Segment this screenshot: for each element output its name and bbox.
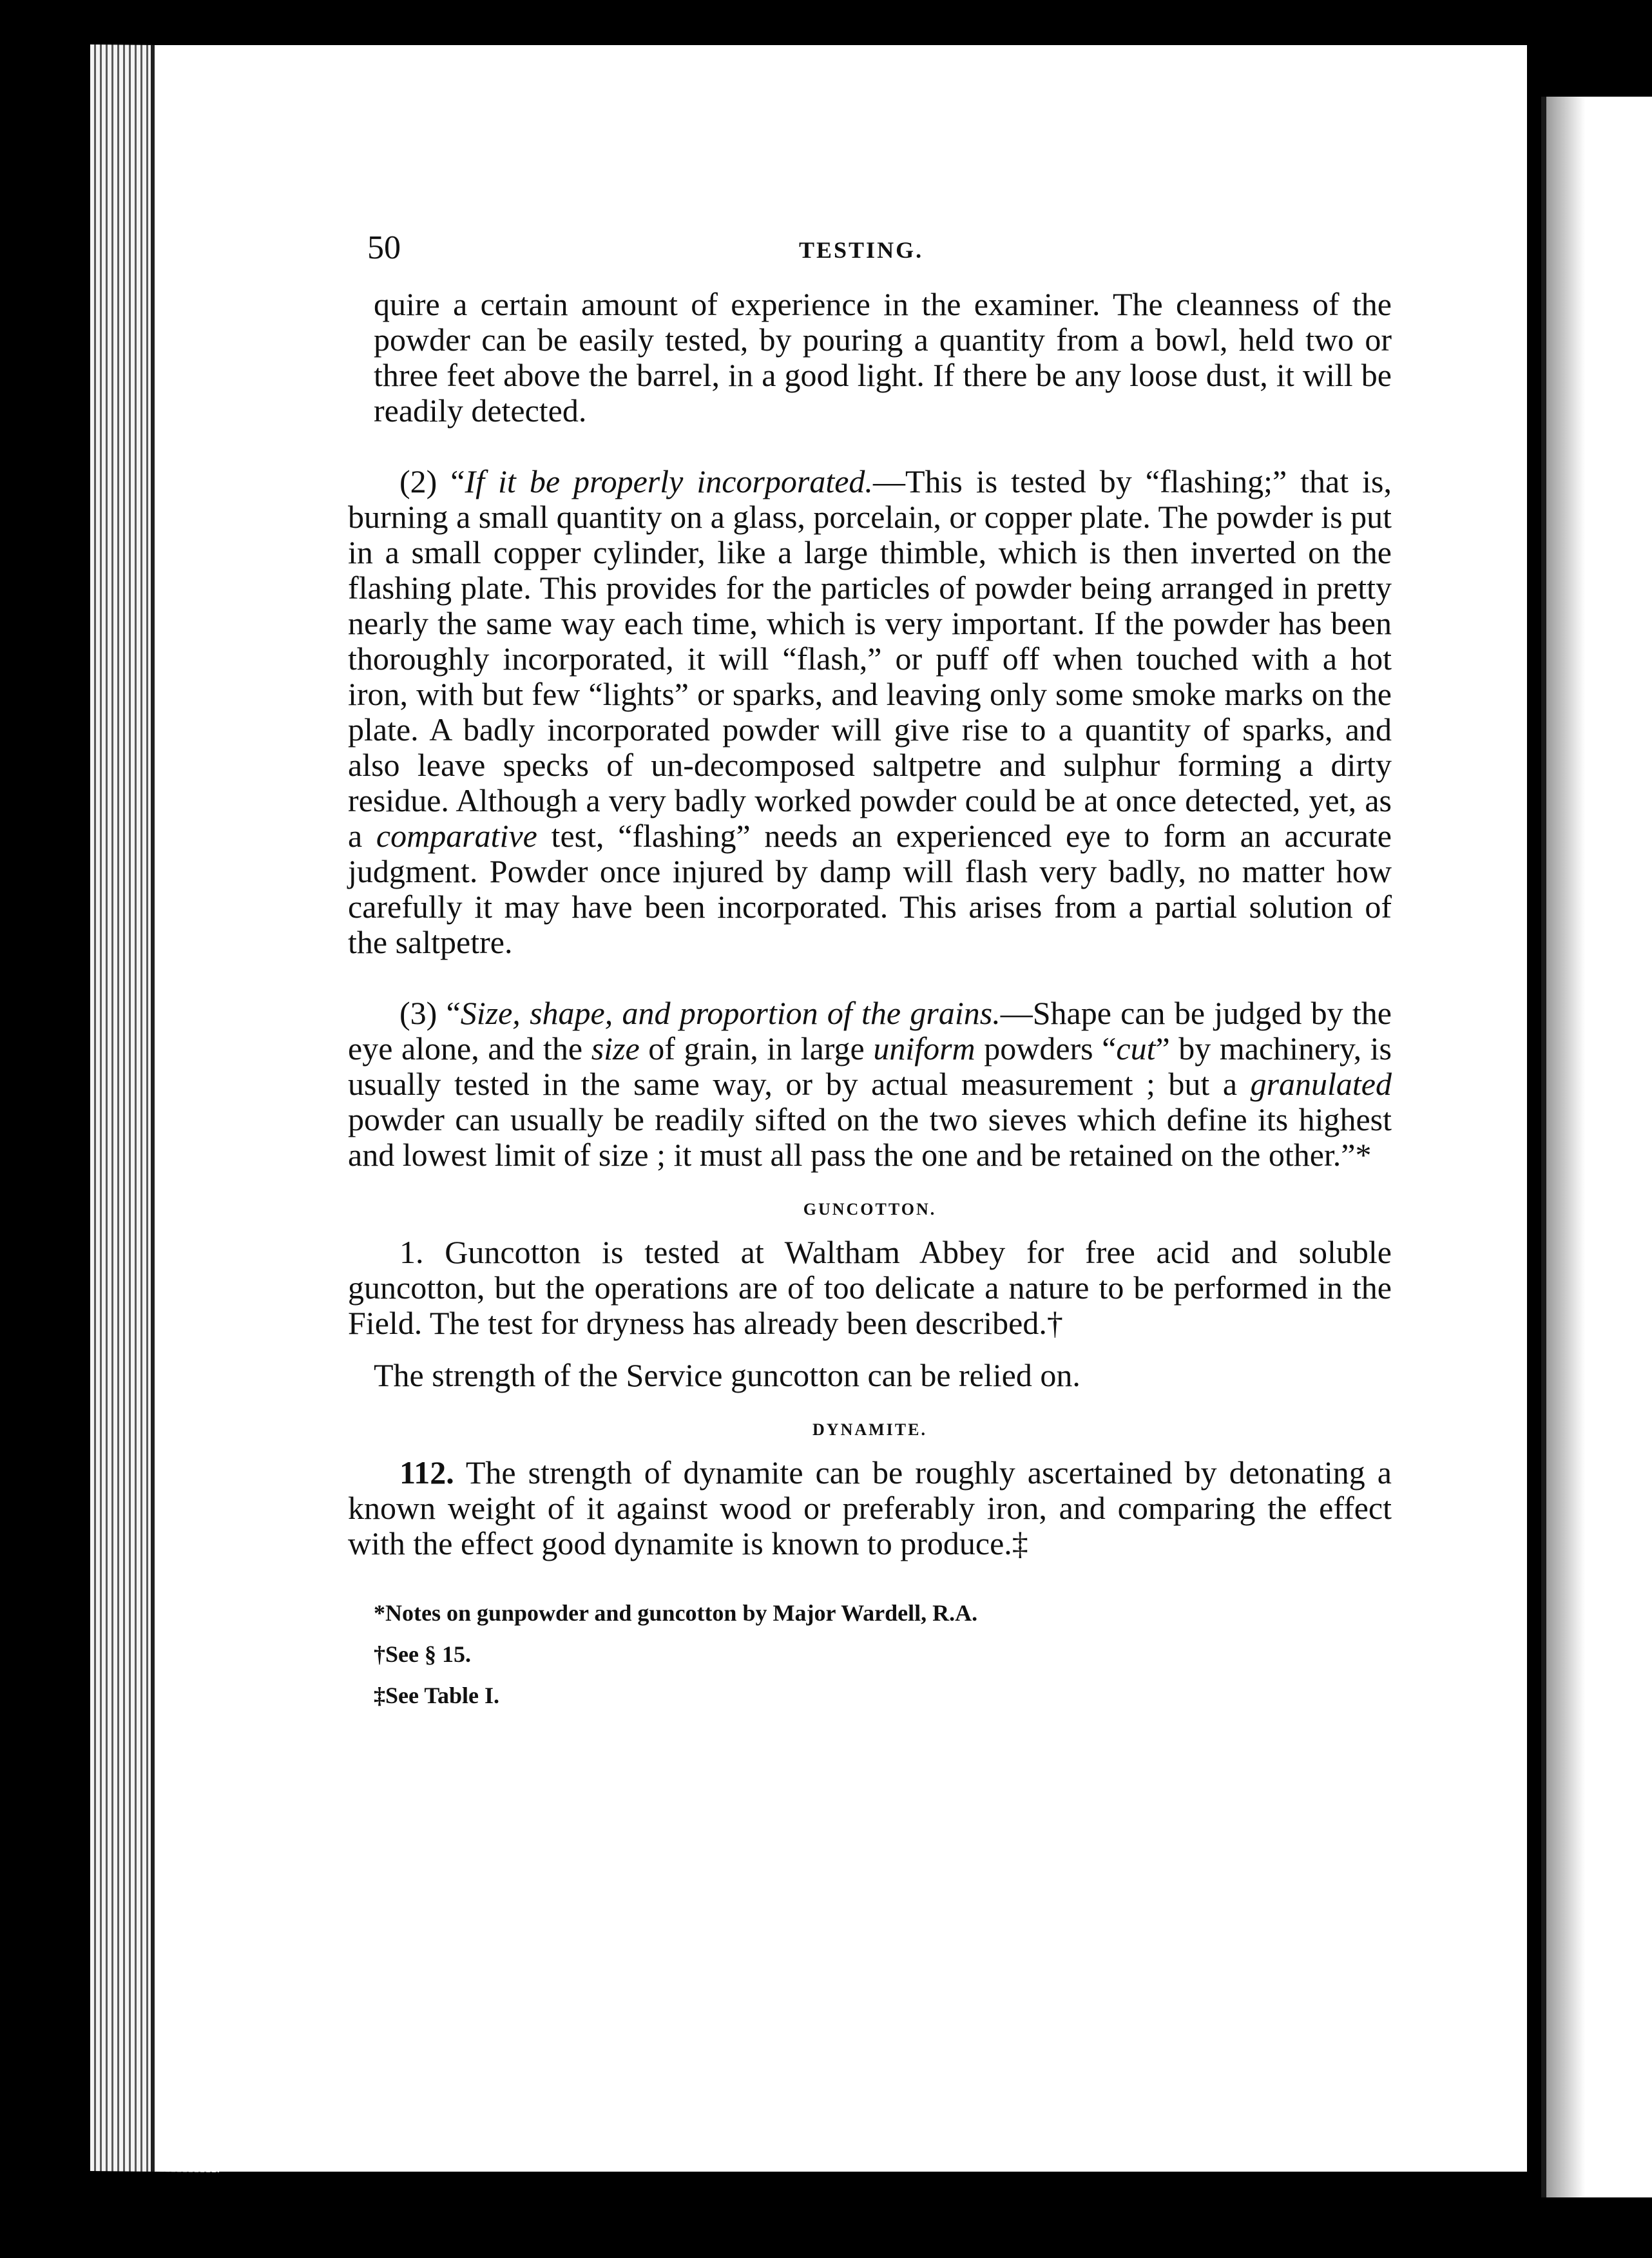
paragraph-incorporation xyxy=(348,464,1392,960)
section-heading-guncotton: GUNCOTTON. xyxy=(803,1200,937,1219)
running-title: TESTING. xyxy=(799,237,924,263)
item-heading-incorporated: If it be properly incorporated. xyxy=(465,463,873,499)
paragraph-guncotton-strength: The strength of the Service guncotton can be relied on. xyxy=(374,1357,1081,1393)
paragraph-number-112: 112. xyxy=(399,1454,454,1491)
page-content xyxy=(348,229,1392,1716)
incorporation-text-2: test, “flashing” needs an experienced eye to form an accurate judgment. Powder once injured by damp will flash very badly, no matter how carefully it may have been incorporated. This arises from a partial solution of the saltpetre. xyxy=(348,818,1392,960)
item-marker-2: (2) “ xyxy=(399,463,465,499)
paragraph-dynamite xyxy=(348,1455,1392,1561)
footnotes xyxy=(374,1592,1392,1716)
comparative-word: comparative xyxy=(376,818,537,854)
incorporation-text-1: —This is tested by “flashing;” that is, burning a small quantity on a glass, porcelain, or copper plate. The powder is put in a small copper cylinder, like a large thimble, which is then inverted on the flashing plate. This provides for the particles of powder being arranged in pretty nearly the same way each time, which is very important. If the powder has been thoroughly incorporated, it will “flash,” or puff off when touched with a hot iron, with but few “lights” or sparks, and leaving only some smoke marks on the plate. A badly incorporated powder will give rise to a quantity of sparks, and also leave specks of un-decomposed saltpetre and sulphur forming a dirty residue. Although a very badly worked powder could be at once detected, yet, as a xyxy=(348,463,1392,854)
paragraph-guncotton xyxy=(348,1235,1392,1341)
facing-page-edge xyxy=(1541,97,1652,2197)
footnote-wardell: *Notes on gunpowder and guncotton by Major Wardell, R.A. xyxy=(374,1600,978,1626)
uniform-word: uniform xyxy=(873,1030,975,1066)
granulated-word: granulated xyxy=(1250,1066,1392,1102)
footnote-section-15: †See § 15. xyxy=(374,1641,471,1667)
dynamite-text: The strength of dynamite can be roughly ascertained by detonating a known weight of it against wood or preferably iron, and comparing the effect with the effect good dynamite is known to produce.‡ xyxy=(348,1454,1392,1561)
grains-text-1: —Shape can be judged by the eye alone, and the xyxy=(348,995,1392,1066)
guncotton-text: Guncotton is tested at Waltham Abbey for free acid and soluble guncotton, but the operations are of too delicate a nature to be performed in the Field. The test for dryness has already been described.† xyxy=(348,1234,1392,1341)
grains-text-4: ” by machinery, is usually tested in the same way, or by actual measurement ; but a xyxy=(348,1030,1392,1102)
page-header xyxy=(367,229,1392,280)
paragraph-grains xyxy=(348,996,1392,1173)
cut-word: cut xyxy=(1116,1030,1156,1066)
paragraph-continuation: quire a certain amount of experience in the examiner. The cleanness of the powder can be easily tested, by pouring a quantity from a bowl, held two or three feet above the barrel, in a good light. If there be any loose dust, it will be readily detected. xyxy=(374,286,1392,429)
grains-text-5: powder can usually be readily sifted on the two sieves which define its highest and lowest limit of size ; it must all pass the one and be retained on the other.”* xyxy=(348,1101,1392,1173)
section-heading-dynamite: DYNAMITE. xyxy=(812,1420,927,1439)
item-marker-3: (3) “ xyxy=(399,995,461,1031)
footnote-table-1: ‡See Table I. xyxy=(374,1683,500,1708)
grains-text-3: powders “ xyxy=(975,1030,1117,1066)
grains-text-2: of grain, in large xyxy=(639,1030,874,1066)
guncotton-para-mark: 1. xyxy=(399,1234,424,1270)
item-heading-grains: Size, shape, and proportion of the grains. xyxy=(460,995,1001,1031)
page-number: 50 xyxy=(367,229,401,266)
size-word: size xyxy=(591,1030,640,1066)
